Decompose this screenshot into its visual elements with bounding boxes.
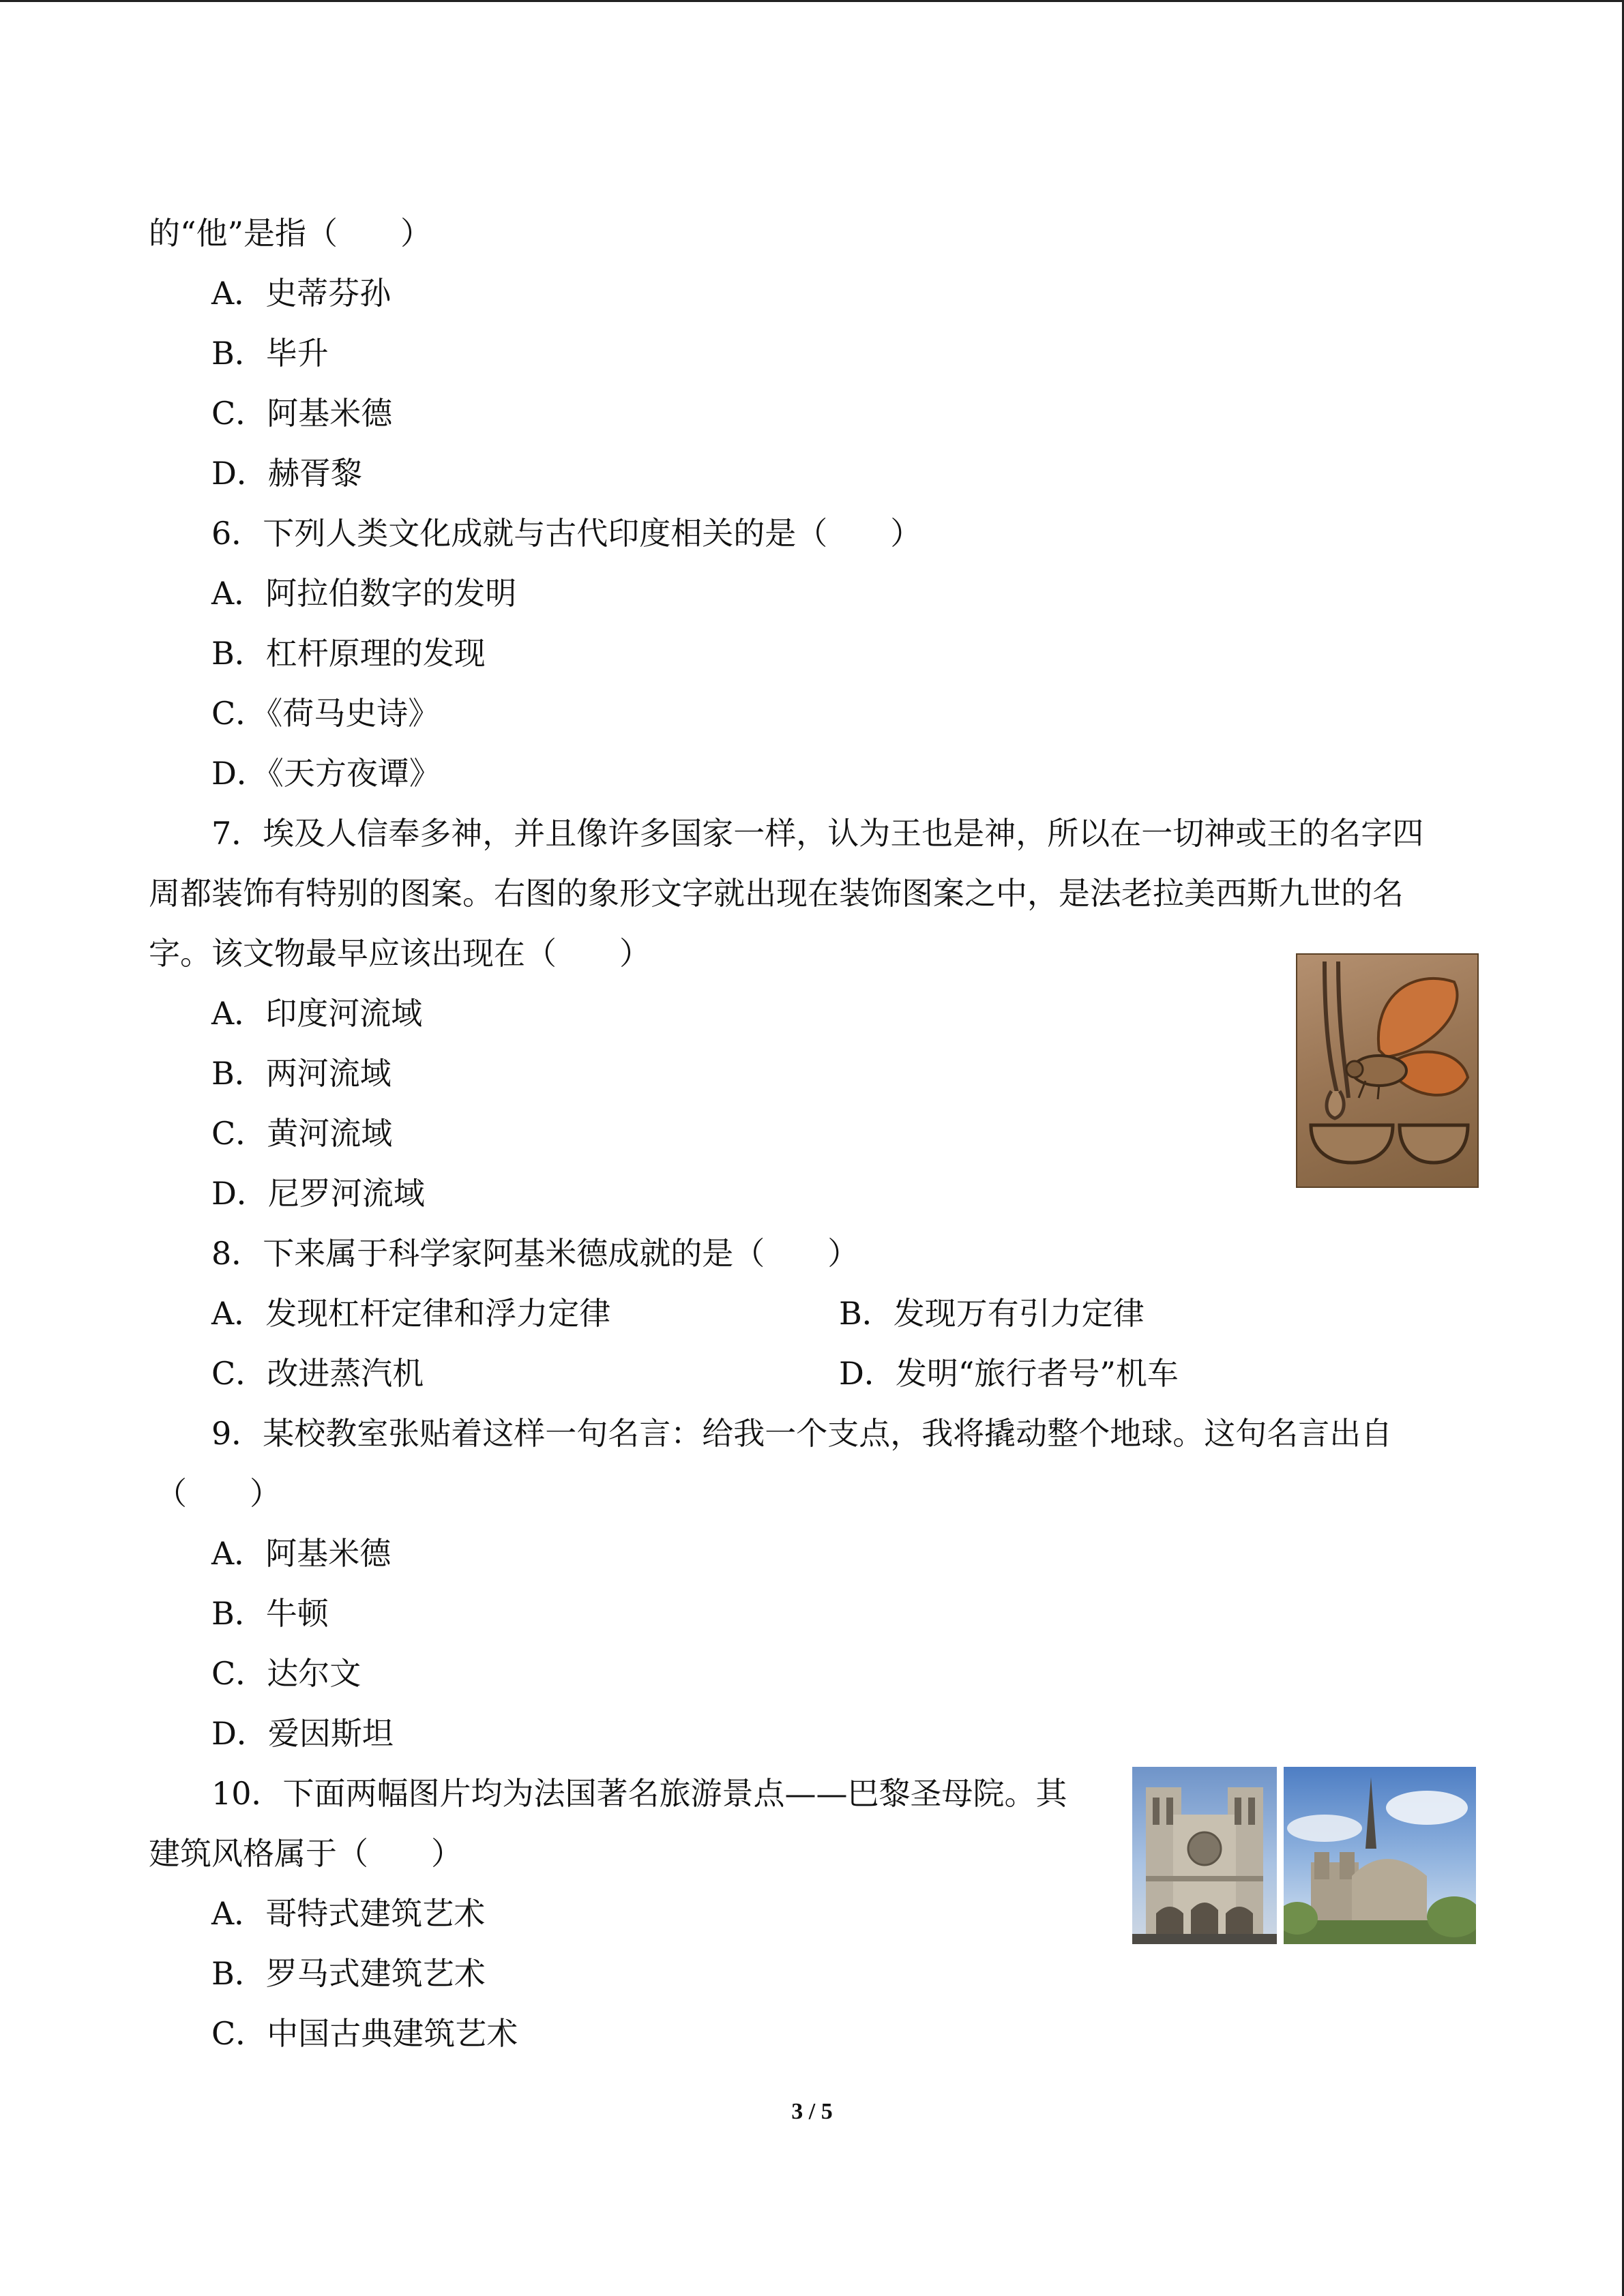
q8-option-a: A．发现杠杆定律和浮力定律 [211,1295,611,1332]
q8-option-c: C．改进蒸汽机 [211,1355,424,1392]
q10-option-b: B．罗马式建筑艺术 [211,1955,486,1992]
q10-option-a: A．哥特式建筑艺术 [211,1895,486,1932]
page-top-border [0,0,1624,2]
q9-option-c: C．达尔文 [211,1655,361,1692]
notre-dame-rear-photo [1284,1767,1476,1944]
q7-stem-line3: 字。该文物最早应该出现在（ ） [149,935,651,972]
q9-option-a: A．阿基米德 [211,1535,392,1572]
q7-option-a: A．印度河流域 [211,995,423,1032]
q10-stem-line1: 10．下面两幅图片均为法国著名旅游景点——巴黎圣母院。其 [211,1775,1067,1812]
q5-option-a: A．史蒂芬孙 [211,275,392,312]
q9-option-d: D．爱因斯坦 [211,1715,394,1752]
q6-option-b: B．杠杆原理的发现 [211,635,486,672]
q6-option-c: C．《荷马史诗》 [211,695,440,732]
q8-stem: 8．下来属于科学家阿基米德成就的是（ ） [211,1235,859,1272]
q10-option-c: C．中国古典建筑艺术 [211,2015,518,2052]
q6-option-a: A．阿拉伯数字的发明 [211,575,517,612]
q7-option-b: B．两河流域 [211,1055,392,1092]
q5-option-d: D．赫胥黎 [211,455,362,492]
q10-stem-line2: 建筑风格属于（ ） [149,1835,462,1872]
q7-stem-line2: 周都装饰有特别的图案。右图的象形文字就出现在装饰图案之中，是法老拉美西斯九世的名 [149,875,1404,912]
q5-option-b: B．毕升 [211,335,329,372]
q7-option-d: D．尼罗河流域 [211,1175,425,1212]
q9-stem-line2: （ ） [156,1475,281,1512]
q6-option-d: D．《天方夜谭》 [211,755,441,792]
q7-stem-line1: 7．埃及人信奉多神，并且像许多国家一样，认为王也是神，所以在一切神或王的名字四 [211,815,1424,852]
q5-stem-end: 的“他”是指（ ） [149,215,432,252]
q7-option-c: C．黄河流域 [211,1115,393,1152]
notre-dame-front-photo [1132,1767,1277,1944]
q8-option-d: D．发明“旅行者号”机车 [839,1355,1179,1392]
q8-option-b: B．发现万有引力定律 [839,1295,1145,1332]
q6-stem: 6．下列人类文化成就与古代印度相关的是（ ） [211,515,922,552]
hieroglyph-image [1296,953,1479,1188]
page-number: 3 / 5 [791,2099,833,2124]
q9-stem-line1: 9．某校教室张贴着这样一句名言：给我一个支点，我将撬动整个地球。这句名言出自 [211,1415,1393,1452]
q9-option-b: B．牛顿 [211,1595,329,1632]
q5-option-c: C．阿基米德 [211,395,393,432]
